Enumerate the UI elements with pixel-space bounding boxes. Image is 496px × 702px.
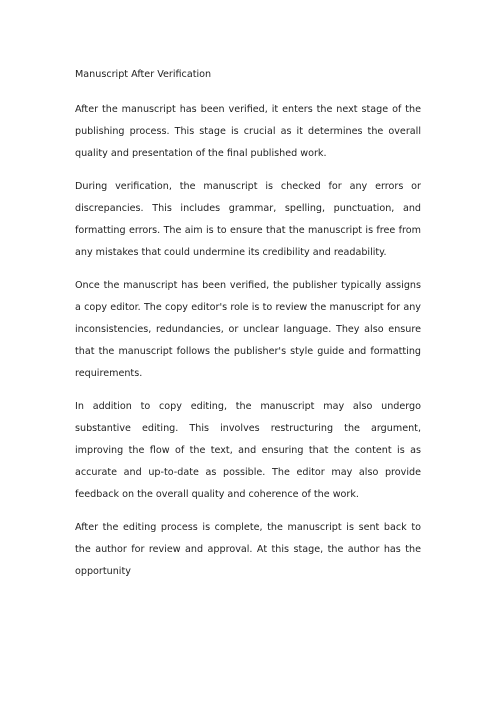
document-title: Manuscript After Verification (75, 69, 212, 80)
paragraph: During verification, the manuscript is checked for any errors or discrepancies. This includes grammar, spelling, punctuation, and formatting errors. The aim is to ensure that the manuscript is free from any mistakes that could undermine its credibility and readability. (75, 181, 421, 258)
paragraph: After the manuscript has been verified, it enters the next stage of the publishing process. This stage is crucial as it determines the overall quality and presentation of the final published work. (75, 104, 421, 159)
document-body (75, 64, 421, 594)
paragraph: In addition to copy editing, the manuscript may also undergo substantive editing. This involves restructuring the argument, improving the flow of the text, and ensuring that the content is as accurate and up-to-date as possible. The editor may also provide feedback on the overall quality and coherence of the work. (75, 401, 421, 500)
paragraph: Once the manuscript has been verified, the publisher typically assigns a copy editor. The copy editor's role is to review the manuscript for any inconsistencies, redundancies, or unclear language. They also ensure that the manuscript follows the publisher's style guide and formatting requirements. (75, 280, 421, 379)
paragraph: After the editing process is complete, the manuscript is sent back to the author for review and approval. At this stage, the author has the opportunity (75, 522, 421, 577)
